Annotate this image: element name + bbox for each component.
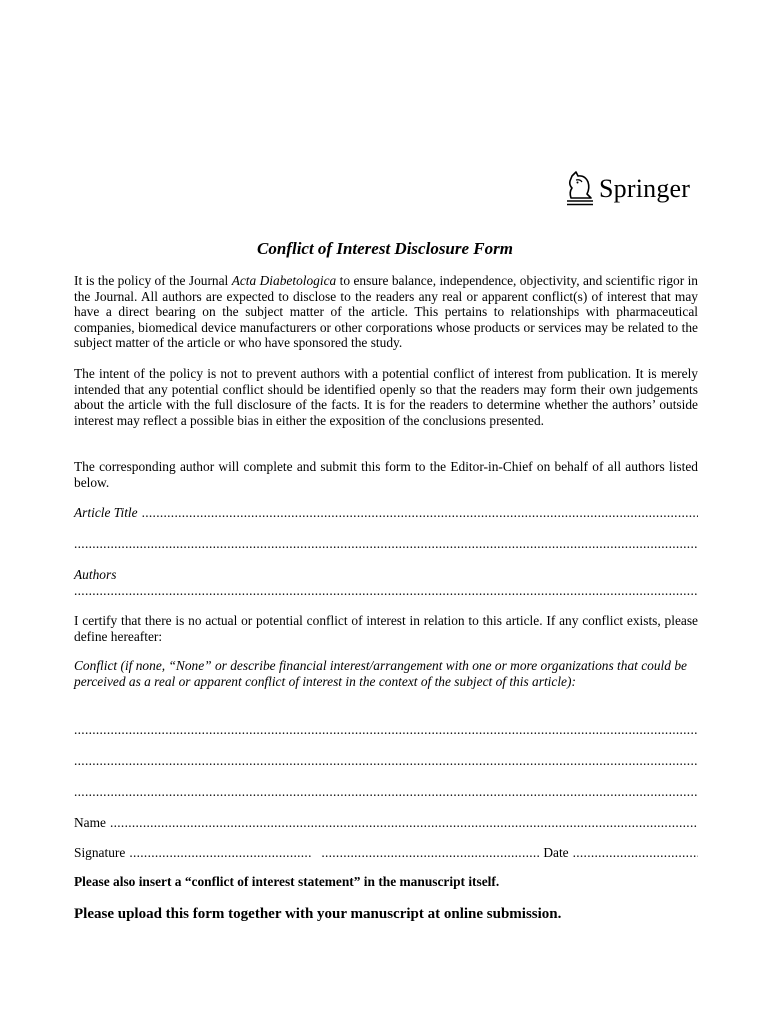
- name-field[interactable]: [110, 815, 698, 831]
- date-label: Date: [543, 845, 569, 860]
- conflict-instructions: Conflict (if none, “None” or describe financial interest/arrangement with one or more organizations that could be perceived as a real or apparent conflict of interest in the context of the subject of this article):: [74, 658, 687, 689]
- conflict-row-3: [74, 784, 698, 800]
- article-title-row: [74, 505, 698, 521]
- date-field[interactable]: [573, 845, 698, 861]
- upload-note: Please upload this form together with your manuscript at online submission.: [74, 906, 562, 922]
- springer-horse-icon: [563, 170, 595, 208]
- conflict-row-1: [74, 722, 698, 738]
- signature-label: Signature: [74, 845, 126, 860]
- article-title-label: Article Title: [74, 505, 138, 520]
- conflict-row-2: [74, 753, 698, 769]
- authors-label-row: [74, 567, 698, 583]
- submission-paragraph: The corresponding author will complete and submit this form to the Editor-in-Chief on behalf of all authors listed below.: [74, 459, 698, 490]
- certify-statement: I certify that there is no actual or potential conflict of interest in relation to this article. If any conflict exists, please define hereafter:: [74, 613, 698, 644]
- publisher-name: Springer: [599, 174, 691, 203]
- signature-field-extension[interactable]: [321, 845, 541, 861]
- article-title-field[interactable]: [142, 505, 698, 521]
- conflict-field-3[interactable]: [74, 784, 698, 800]
- authors-field[interactable]: [74, 583, 698, 599]
- article-title-field-2[interactable]: [74, 536, 698, 552]
- form-title: Conflict of Interest Disclosure Form: [257, 239, 513, 258]
- article-title-row-2: [74, 536, 698, 552]
- publisher-logo: [563, 170, 690, 208]
- name-row: [74, 815, 698, 831]
- policy-paragraph: It is the policy of the Journal Acta Diabetologica to ensure balance, independence, objectivity, and scientific rigor in the Journal. All authors are expected to disclose to the readers any real or apparent conflict(s) of interest that may have a direct bearing on the subject matter of the article. This pertains to relationships with pharmaceutical companies, biomedical device manufacturers or other corporations whose products or services may be related to the subject matter of the article or who have sponsored the study.: [74, 273, 699, 350]
- authors-row: [74, 583, 698, 599]
- signature-row: [74, 845, 698, 861]
- intent-paragraph: The intent of the policy is not to prevent authors with a potential conflict of interest from publication. It is merely intended that any potential conflict should be identified openly so that the readers may form their own judgements about the article with the full disclosure of the facts. It is for the readers to determine whether the authors’ outside interest may reflect a possible bias in either the exposition of the conclusions presented.: [74, 366, 698, 428]
- name-label: Name: [74, 815, 106, 830]
- authors-label: Authors: [74, 567, 117, 582]
- journal-name: Acta Diabetologica: [231, 273, 337, 288]
- signature-field[interactable]: [129, 845, 311, 861]
- conflict-field-1[interactable]: [74, 722, 698, 738]
- conflict-field-2[interactable]: [74, 753, 698, 769]
- statement-note: Please also insert a “conflict of interest statement” in the manuscript itself.: [74, 874, 500, 889]
